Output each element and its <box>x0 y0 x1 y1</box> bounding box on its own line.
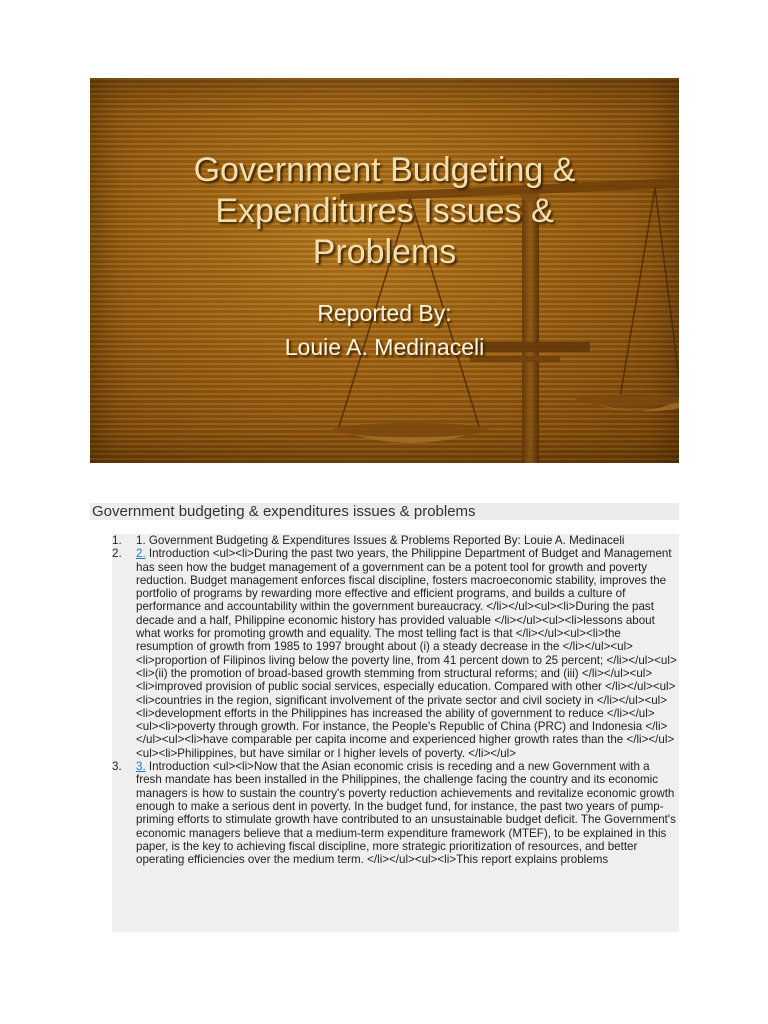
document-heading: Government budgeting & expenditures issues & problems <box>90 503 679 520</box>
list-item-text: 1. Government Budgeting & Expenditures Issues & Problems Reported By: Louie A. Medinaceli <box>136 534 625 547</box>
list-item-text: Introduction <ul><li>Now that the Asian economic crisis is receding and a new Government with a fresh mandate has been installed in the Philippines, the challenge facing the country and its economic managers is how to sustain the country's poverty reduction achievements and revitalize economic growth enough to make a serious dent in poverty. In the budget fund, for instance, the past two years of pump-priming efforts to stimulate growth have contributed to an unsustainable budget deficit. The Government's economic managers believe that a medium-term expenditure framework (MTEF), to be explained in this paper, is the key to achieving fiscal discipline, more strategic prioritization of resources, and better operating efficiencies over the medium term. </li></ul><ul><li>This report explains problems <box>136 760 676 867</box>
slide-transcript-list <box>90 534 679 866</box>
author-name: Louie A. Medinaceli <box>284 334 485 360</box>
slide-title <box>120 150 649 273</box>
slide-title-line: Government Budgeting & <box>193 151 576 189</box>
document-content <box>90 534 679 932</box>
list-item <box>90 547 679 760</box>
reported-by-label: Reported By: <box>317 300 452 326</box>
list-item-number: 1. <box>112 534 122 547</box>
slide-title-line: Problems <box>312 233 457 271</box>
slide-link[interactable]: 3. <box>136 760 146 774</box>
list-item <box>90 760 679 866</box>
list-item <box>90 534 679 547</box>
slide-link[interactable]: 2. <box>136 547 146 561</box>
slide-title-line: Expenditures Issues & <box>215 192 554 230</box>
list-item-number: 3. <box>112 760 122 774</box>
list-item-text: Introduction <ul><li>During the past two years, the Philippine Department of Budget and Management has seen how the budget management of a government can be a potent tool for growth and poverty reduction. Budget management enforces fiscal discipline, fosters macroeconomic stability, improves the portfolio of programs by rewarding more effective and efficient programs, and builds a culture of performance and accountability within the government bureaucracy. </li></ul><ul><li>During the past decade and a half, Philippine economic history has provided valuable </li></ul><ul><li>lessons about what works for promoting growth and equality. The most telling fact is that </li></ul><ul><li>the resumption of growth from 1985 to 1997 brought about (i) a steady decrease in the </li></ul><ul><li>proportion of Filipinos living below the poverty line, from 41 percent down to 25 percent; </li></ul><ul><li>(ii) the promotion of broad-based growth stemming from structural reforms; and (iii) </li></ul><ul><li>improved provision of public social services, especially education. Compared with other </li></ul><ul><li>countries in the region, significant involvement of the private sector and civil society in </li></ul><ul><li>development efforts in the Philippines has increased the ability of government to reduce </li></ul><ul><li>poverty through growth. For instance, the People's Republic of China (PRC) and Indonesia </li></ul><ul><li>have comparable per capita income and experienced higher growth rates than the </li></ul><ul><li>Philippines, but have similar or l higher levels of poverty. </li></ul> <box>136 547 677 760</box>
list-item-number: 2. <box>112 547 122 561</box>
title-slide-image <box>90 78 679 463</box>
